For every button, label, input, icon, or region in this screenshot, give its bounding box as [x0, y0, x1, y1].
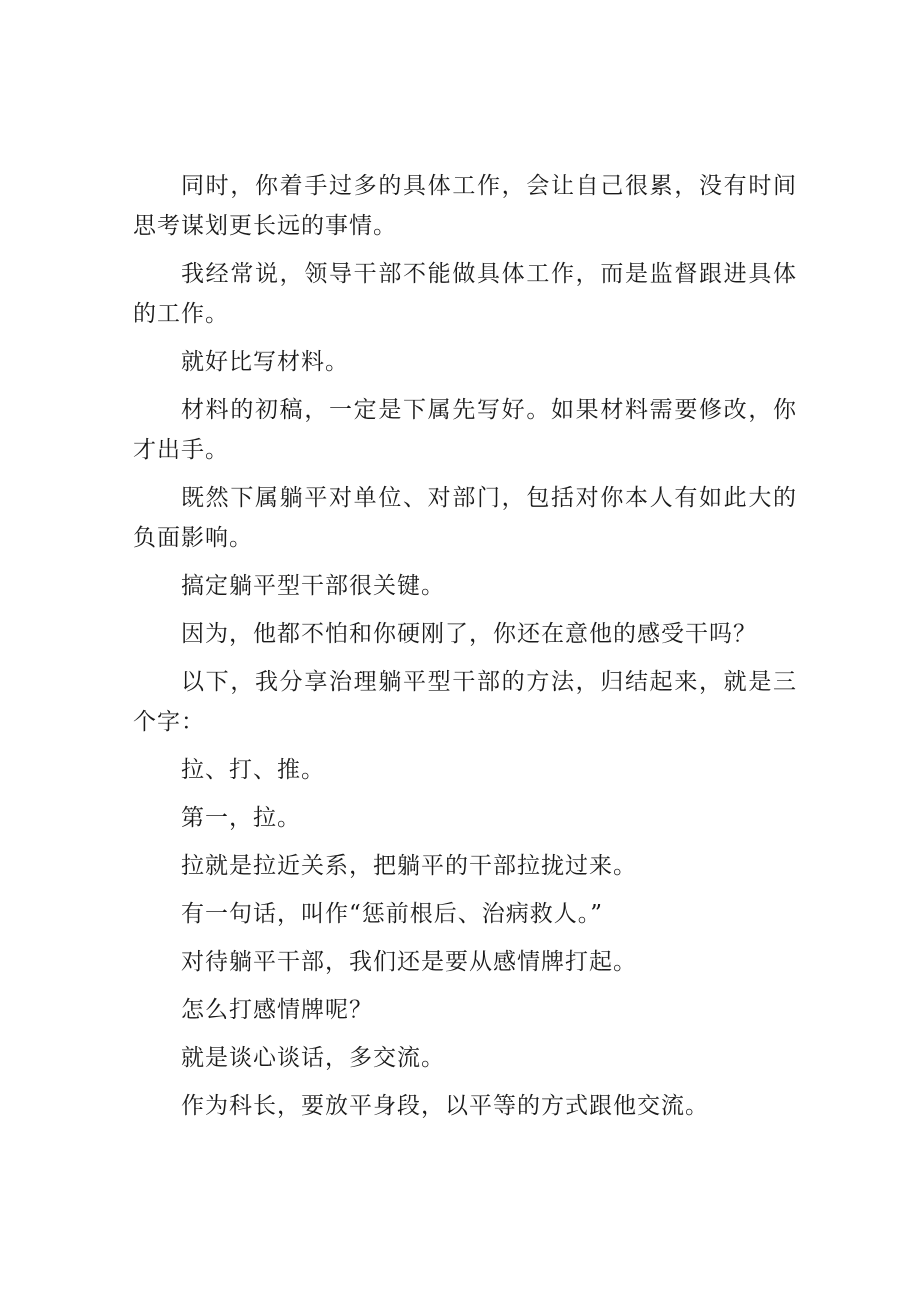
- paragraph: 拉、打、推。: [181, 757, 325, 783]
- paragraph: 就好比写材料。: [181, 349, 349, 375]
- paragraph: 怎么打感情牌呢？: [181, 997, 373, 1023]
- paragraph: 有一句话，叫作“惩前根后、治病救人。”: [181, 901, 604, 927]
- paragraph: 对待躺平干部，我们还是要从感情牌打起。: [181, 949, 637, 975]
- paragraph: 就是谈心谈话，多交流。: [181, 1045, 445, 1071]
- paragraph: 搞定躺平型干部很关键。: [181, 573, 445, 599]
- paragraph: 材料的初稿，一定是下属先写好。如果材料需要修改，你才出手。: [133, 397, 797, 463]
- paragraph: 我经常说，领导干部不能做具体工作，而是监督跟进具体的工作。: [133, 261, 797, 327]
- paragraph: 同时，你着手过多的具体工作，会让自己很累，没有时间思考谋划更长远的事情。: [133, 173, 797, 239]
- paragraph: 以下，我分享治理躺平型干部的方法，归结起来，就是三个字：: [133, 669, 797, 735]
- paragraph: 第一，拉。: [181, 805, 301, 831]
- paragraph: 作为科长，要放平身段，以平等的方式跟他交流。: [181, 1093, 709, 1119]
- paragraph: 拉就是拉近关系，把躺平的干部拉拢过来。: [181, 853, 637, 879]
- paragraph: 既然下属躺平对单位、对部门，包括对你本人有如此大的负面影响。: [133, 485, 797, 551]
- document-body: [133, 166, 797, 1134]
- paragraph: 因为，他都不怕和你硬刚了，你还在意他的感受干吗？: [181, 621, 757, 647]
